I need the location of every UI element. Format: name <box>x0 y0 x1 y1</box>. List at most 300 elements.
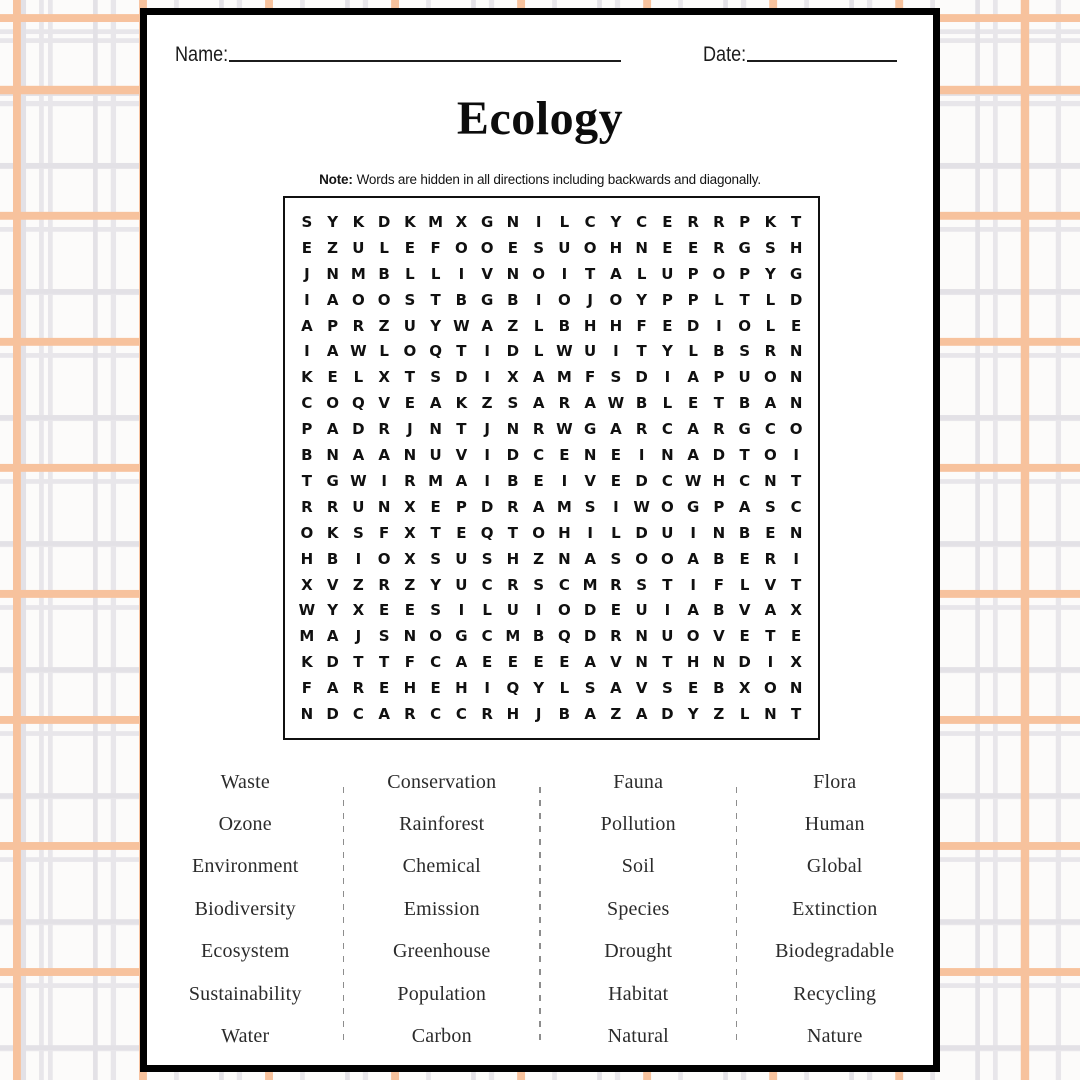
grid-row <box>294 364 809 390</box>
grid-letter: B <box>507 471 519 490</box>
grid-letter: P <box>687 290 699 309</box>
grid-letter: A <box>326 679 339 698</box>
grid-letter: M <box>582 575 598 594</box>
grid-letter: A <box>610 264 622 283</box>
grid-letter: I <box>690 523 696 542</box>
grid-letter: J <box>407 420 413 439</box>
grid-letter: R <box>764 549 777 568</box>
grid-letter: N <box>661 446 674 465</box>
grid-letter: P <box>739 212 751 231</box>
grid-letter: Z <box>533 549 545 568</box>
grid-letter: L <box>662 394 673 413</box>
grid-letter: Z <box>610 705 622 724</box>
grid-letter: U <box>506 601 519 620</box>
grid-letter: I <box>535 212 542 231</box>
word-list-item: Biodegradable <box>775 940 895 963</box>
grid-letter: O <box>712 264 726 283</box>
grid-letter: C <box>430 653 442 672</box>
word-list-item: Drought <box>604 940 673 963</box>
grid-row <box>294 546 809 572</box>
grid-letter: S <box>430 601 442 620</box>
grid-letter: G <box>583 420 597 439</box>
grid-letter: P <box>327 316 339 335</box>
grid-letter: O <box>454 238 468 257</box>
grid-letter: F <box>713 575 724 594</box>
grid-letter: I <box>561 471 568 490</box>
grid-letter: R <box>352 679 365 698</box>
grid-letter: I <box>664 601 671 620</box>
grid-letter: U <box>661 264 674 283</box>
grid-letter: R <box>687 212 699 231</box>
grid-letter: T <box>662 653 673 672</box>
grid-letter: J <box>355 627 362 646</box>
grid-letter: T <box>791 575 802 594</box>
grid-letter: A <box>738 497 751 516</box>
grid-letter: C <box>301 394 313 413</box>
grid-letter: B <box>558 316 571 335</box>
grid-letter: O <box>377 290 391 309</box>
grid-letter: U <box>455 575 468 594</box>
grid-letter: R <box>610 575 622 594</box>
grid-letter: V <box>635 679 648 698</box>
grid-letter: V <box>378 394 390 413</box>
grid-letter: M <box>350 264 366 283</box>
grid-letter: D <box>789 290 803 309</box>
grid-row <box>294 494 809 520</box>
grid-row <box>294 675 809 701</box>
grid-letter: O <box>326 394 339 413</box>
grid-letter: I <box>793 446 799 465</box>
grid-letter: O <box>377 549 391 568</box>
grid-row <box>294 649 809 675</box>
grid-letter: M <box>428 471 444 490</box>
grid-row <box>294 313 809 339</box>
grid-row <box>294 235 809 261</box>
grid-letter: A <box>764 394 777 413</box>
grid-letter: N <box>789 342 803 361</box>
grid-letter: Y <box>327 601 339 620</box>
grid-letter: A <box>584 705 596 724</box>
grid-letter: Y <box>327 212 339 231</box>
grid-letter: D <box>352 420 365 439</box>
grid-letter: H <box>609 238 623 257</box>
grid-letter: E <box>533 653 544 672</box>
grid-row <box>294 209 809 235</box>
grid-letter: X <box>301 575 313 594</box>
grid-letter: B <box>507 290 519 309</box>
grid-letter: I <box>690 575 696 594</box>
grid-letter: N <box>635 627 648 646</box>
grid-letter: Y <box>533 679 545 698</box>
grid-letter: I <box>304 290 310 309</box>
grid-letter: S <box>481 549 493 568</box>
grid-letter: Z <box>352 575 364 594</box>
grid-letter: B <box>713 679 725 698</box>
grid-letter: I <box>716 316 722 335</box>
grid-letter: B <box>713 549 725 568</box>
grid-letter: S <box>584 679 596 698</box>
grid-letter: O <box>763 446 777 465</box>
grid-letter: R <box>301 497 313 516</box>
grid-letter: W <box>633 497 650 516</box>
grid-letter: S <box>636 575 648 594</box>
grid-row <box>294 468 809 494</box>
grid-letter: J <box>304 264 310 283</box>
word-column <box>147 761 344 1059</box>
grid-letter: E <box>327 368 338 387</box>
grid-letter: L <box>765 290 776 309</box>
grid-letter: T <box>636 342 647 361</box>
grid-letter: F <box>636 316 647 335</box>
grid-letter: B <box>326 549 339 568</box>
grid-letter: A <box>687 601 699 620</box>
grid-letter: N <box>377 497 391 516</box>
grid-letter: P <box>661 290 673 309</box>
grid-letter: E <box>456 523 467 542</box>
grid-letter: W <box>298 601 316 620</box>
grid-letter: G <box>738 420 751 439</box>
grid-letter: W <box>350 342 367 361</box>
grid-letter: R <box>764 342 777 361</box>
grid-letter: H <box>789 238 803 257</box>
grid-letter: B <box>713 342 725 361</box>
grid-letter: A <box>378 446 390 465</box>
grid-letter: G <box>480 290 494 309</box>
grid-letter: S <box>301 212 313 231</box>
grid-letter: D <box>377 212 391 231</box>
grid-letter: S <box>533 238 545 257</box>
grid-letter: G <box>455 627 468 646</box>
grid-letter: I <box>587 523 593 542</box>
grid-letter: H <box>583 316 597 335</box>
grid-letter: D <box>480 497 494 516</box>
grid-letter: I <box>484 342 490 361</box>
grid-letter: N <box>789 523 803 542</box>
grid-letter: M <box>556 368 572 387</box>
grid-letter: D <box>738 653 751 672</box>
grid-letter: A <box>532 497 545 516</box>
grid-letter: I <box>613 497 619 516</box>
grid-letter: A <box>455 653 468 672</box>
grid-letter: Z <box>378 316 390 335</box>
grid-letter: A <box>429 394 442 413</box>
grid-letter: X <box>738 679 751 698</box>
grid-letter: L <box>482 601 492 620</box>
grid-letter: B <box>558 705 571 724</box>
grid-letter: S <box>584 497 596 516</box>
grid-letter: L <box>739 705 750 724</box>
grid-letter: A <box>584 549 596 568</box>
grid-letter: L <box>765 316 776 335</box>
grid-letter: U <box>352 238 365 257</box>
word-list-item: Species <box>607 897 670 920</box>
grid-letter: Y <box>687 705 699 724</box>
grid-letter: H <box>506 549 520 568</box>
grid-letter: D <box>583 627 597 646</box>
grid-letter: V <box>764 575 777 594</box>
worksheet-page <box>140 8 940 1072</box>
grid-letter: L <box>739 575 750 594</box>
word-list-item: Waste <box>220 770 270 793</box>
grid-letter: A <box>610 679 622 698</box>
grid-letter: R <box>481 705 493 724</box>
grid-letter: Z <box>404 575 416 594</box>
grid-letter: N <box>558 549 571 568</box>
grid-letter: N <box>789 679 803 698</box>
grid-letter: L <box>533 342 544 361</box>
grid-letter: S <box>610 549 622 568</box>
grid-letter: N <box>506 420 520 439</box>
word-list-item: Biodiversity <box>194 897 296 920</box>
grid-letter: E <box>765 523 776 542</box>
grid-letter: T <box>765 627 776 646</box>
word-column <box>344 761 541 1059</box>
word-list-item: Habitat <box>608 982 669 1005</box>
grid-letter: A <box>687 549 699 568</box>
word-list-item: Emission <box>403 897 480 920</box>
grid-letter: A <box>584 394 596 413</box>
grid-letter: E <box>688 394 699 413</box>
grid-letter: H <box>506 705 520 724</box>
grid-letter: V <box>713 627 725 646</box>
grid-letter: R <box>713 420 725 439</box>
grid-letter: R <box>404 471 416 490</box>
grid-letter: I <box>664 368 671 387</box>
grid-letter: H <box>712 471 726 490</box>
grid-letter: U <box>584 342 597 361</box>
grid-letter: C <box>739 471 751 490</box>
grid-letter: N <box>712 653 726 672</box>
grid-letter: T <box>585 264 596 283</box>
grid-letter: T <box>430 290 441 309</box>
grid-letter: C <box>790 497 802 516</box>
grid-letter: O <box>609 290 623 309</box>
grid-letter: E <box>507 238 518 257</box>
word-list-item: Global <box>806 855 863 878</box>
grid-letter: N <box>403 446 417 465</box>
grid-letter: S <box>610 368 622 387</box>
grid-letter: E <box>610 446 621 465</box>
grid-letter: C <box>455 705 467 724</box>
word-list-item: Soil <box>621 855 655 878</box>
grid-letter: E <box>791 627 802 646</box>
word-list <box>147 761 933 1059</box>
grid-letter: A <box>326 627 339 646</box>
grid-letter: T <box>662 575 673 594</box>
grid-letter: A <box>455 471 468 490</box>
grid-letter: F <box>301 679 312 698</box>
grid-letter: E <box>559 653 570 672</box>
grid-letter: H <box>609 316 623 335</box>
grid-letter: K <box>301 653 313 672</box>
grid-letter: E <box>430 679 441 698</box>
grid-letter: S <box>378 627 390 646</box>
word-list-item: Natural <box>607 1025 669 1048</box>
grid-letter: D <box>635 471 648 490</box>
grid-letter: D <box>326 653 339 672</box>
grid-row <box>294 261 809 287</box>
word-list-item: Population <box>397 982 487 1005</box>
grid-letter: B <box>455 290 468 309</box>
grid-letter: I <box>484 446 490 465</box>
grid-letter: K <box>455 394 468 413</box>
grid-letter: D <box>686 316 700 335</box>
grid-letter: C <box>481 575 493 594</box>
grid-letter: N <box>789 394 803 413</box>
grid-letter: A <box>532 394 545 413</box>
grid-letter: I <box>535 290 542 309</box>
grid-letter: E <box>662 238 673 257</box>
grid-letter: W <box>556 420 573 439</box>
grid-letter: T <box>353 653 364 672</box>
grid-row <box>294 623 809 649</box>
grid-letter: Y <box>610 212 622 231</box>
grid-letter: O <box>660 497 674 516</box>
grid-letter: L <box>430 264 441 283</box>
grid-letter: Y <box>661 342 673 361</box>
grid-letter: A <box>326 420 339 439</box>
grid-letter: I <box>638 446 645 465</box>
grid-letter: I <box>793 549 799 568</box>
grid-row <box>294 416 809 442</box>
grid-letter: H <box>686 653 700 672</box>
grid-letter: I <box>484 471 490 490</box>
grid-letter: P <box>687 264 699 283</box>
grid-letter: V <box>610 653 622 672</box>
word-list-item: Chemical <box>402 855 481 878</box>
grid-letter: E <box>430 497 441 516</box>
grid-letter: L <box>533 316 544 335</box>
grid-letter: E <box>379 679 390 698</box>
word-list-item: Ozone <box>218 813 272 836</box>
grid-letter: E <box>301 238 312 257</box>
word-list-item: Flora <box>813 770 857 793</box>
page-title: Ecology <box>456 92 624 145</box>
grid-letter: O <box>557 290 571 309</box>
grid-letter: S <box>404 290 416 309</box>
grid-letter: I <box>484 368 490 387</box>
grid-letter: D <box>326 705 339 724</box>
grid-letter: A <box>687 368 699 387</box>
grid-letter: O <box>532 523 545 542</box>
word-list-item: Extinction <box>792 897 878 920</box>
grid-letter: D <box>635 523 648 542</box>
grid-letter: E <box>404 238 415 257</box>
grid-letter: A <box>481 316 493 335</box>
grid-letter: T <box>430 523 441 542</box>
word-list-item: Conservation <box>387 770 497 793</box>
grid-letter: B <box>635 394 648 413</box>
grid-letter: I <box>381 471 387 490</box>
grid-letter: O <box>532 264 545 283</box>
grid-letter: Q <box>480 523 494 542</box>
grid-letter: R <box>352 316 365 335</box>
grid-letter: T <box>791 471 802 490</box>
grid-letter: S <box>739 342 751 361</box>
grid-letter: N <box>429 420 442 439</box>
grid-letter: H <box>455 679 468 698</box>
grid-letter: L <box>379 342 389 361</box>
grid-letter: N <box>712 523 726 542</box>
word-list-item: Carbon <box>411 1025 472 1048</box>
grid-letter: L <box>559 212 570 231</box>
grid-letter: N <box>583 446 597 465</box>
word-list-item: Environment <box>191 855 299 878</box>
grid-letter: G <box>789 264 803 283</box>
grid-letter: R <box>507 497 519 516</box>
grid-letter: D <box>455 368 468 387</box>
grid-row <box>294 572 809 598</box>
grid-letter: I <box>458 601 465 620</box>
grid-letter: W <box>556 342 573 361</box>
grid-letter: A <box>764 601 777 620</box>
grid-letter: G <box>686 497 700 516</box>
grid-letter: O <box>789 420 803 439</box>
grid-letter: P <box>713 497 725 516</box>
grid-letter: A <box>584 653 596 672</box>
grid-letter: P <box>713 368 725 387</box>
word-list-item: Nature <box>806 1025 863 1048</box>
grid-letter: E <box>662 316 673 335</box>
grid-letter: E <box>482 653 493 672</box>
grid-letter: U <box>558 238 571 257</box>
grid-letter: E <box>610 471 621 490</box>
grid-letter: T <box>739 446 750 465</box>
grid-letter: L <box>714 290 724 309</box>
grid-letter: N <box>506 264 520 283</box>
grid-letter: O <box>738 316 751 335</box>
grid-letter: V <box>326 575 339 594</box>
grid-letter: O <box>686 627 700 646</box>
grid-letter: C <box>481 627 493 646</box>
grid-letter: U <box>661 523 674 542</box>
grid-letter: Z <box>507 316 519 335</box>
grid-letter: G <box>480 212 494 231</box>
grid-letter: X <box>352 601 365 620</box>
grid-letter: K <box>352 212 365 231</box>
grid-row <box>294 701 809 727</box>
grid-letter: L <box>353 368 364 387</box>
grid-row <box>294 287 809 313</box>
date-blank-line <box>747 40 897 62</box>
grid-letter: T <box>791 705 802 724</box>
grid-letter: T <box>301 471 312 490</box>
grid-row <box>294 338 809 364</box>
grid-letter: V <box>481 264 493 283</box>
grid-letter: B <box>738 523 751 542</box>
grid-letter: U <box>429 446 442 465</box>
name-blank-line <box>229 40 621 62</box>
word-column <box>540 761 737 1059</box>
grid-letter: N <box>789 368 803 387</box>
grid-letter: R <box>532 420 545 439</box>
grid-letter: K <box>326 523 339 542</box>
grid-letter: I <box>613 342 619 361</box>
grid-letter: I <box>355 549 362 568</box>
grid-letter: T <box>739 290 750 309</box>
grid-letter: B <box>532 627 545 646</box>
grid-letter: P <box>455 497 467 516</box>
grid-letter: N <box>635 653 648 672</box>
date-label: Date: <box>703 43 747 66</box>
grid-letter: I <box>535 601 542 620</box>
name-label: Name: <box>175 43 229 66</box>
word-list-item: Greenhouse <box>392 940 491 963</box>
grid-letter: D <box>712 446 726 465</box>
grid-letter: P <box>739 264 751 283</box>
grid-letter: L <box>636 264 647 283</box>
grid-letter: E <box>662 212 673 231</box>
